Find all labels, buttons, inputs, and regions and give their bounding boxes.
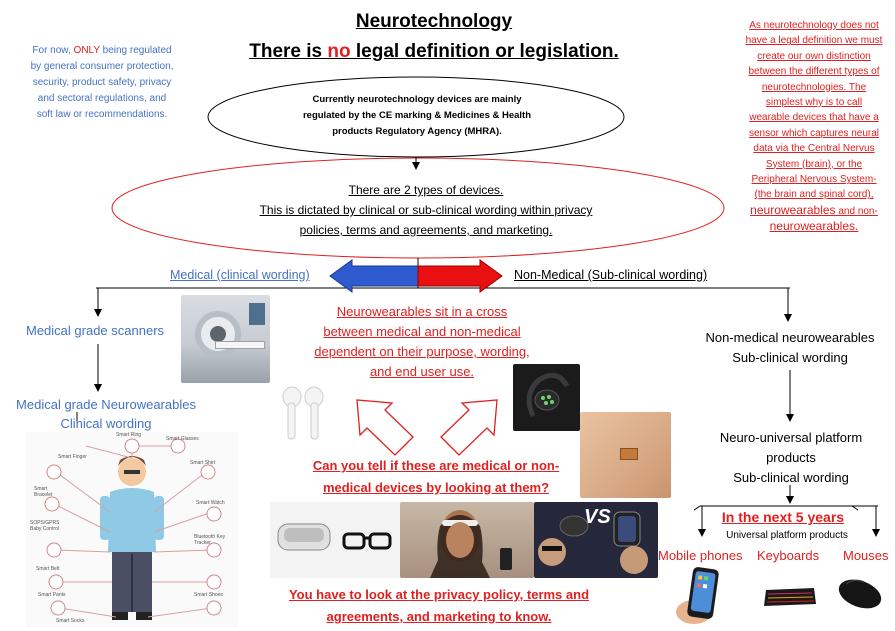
medical-scanners-label: Medical grade scanners — [26, 323, 165, 338]
smart-socks-label: Smart Socks — [56, 618, 85, 624]
smart-belt-label: Smart Belt — [36, 566, 60, 572]
smart-bracelet-label: Smart Bracelet — [34, 486, 53, 498]
smart-shoes-label: Smart Shoes — [194, 592, 223, 598]
page-subtitle — [200, 41, 668, 63]
regulation-note — [30, 43, 174, 123]
medical-clinical-wording: Clinical wording — [60, 416, 152, 431]
comparison-image — [534, 502, 658, 578]
mri-console — [249, 303, 265, 325]
smart-shirt-label: Smart Shirt — [190, 460, 216, 466]
earbuds-image — [278, 385, 328, 443]
outline-arrow-right — [441, 400, 497, 455]
key-tracker-label: Bluetooth Key Tracker — [194, 534, 226, 546]
medical-neurowearables-label — [8, 395, 204, 433]
nonmed-sub: Sub-clinical wording — [732, 350, 848, 365]
five-years-label: In the next 5 years — [721, 509, 845, 525]
types-ellipse-text — [252, 180, 600, 240]
ear-device-image — [513, 364, 580, 431]
mri-scanner-image — [181, 295, 270, 383]
subtitle-no: no — [327, 41, 351, 62]
subtitle-pre: There is — [249, 41, 328, 62]
skin-patch-image — [580, 412, 671, 498]
vs-label: VS — [584, 506, 611, 528]
subtitle-post: legal definition or legislation. — [350, 41, 619, 62]
definition-note — [745, 18, 883, 236]
nonmedical-neurowearables-label — [672, 328, 895, 368]
definition-non: non- — [857, 205, 878, 217]
medical-branch-label: Medical (clinical wording) — [170, 268, 310, 282]
cross-text: Neurowearables sit in a cross between medical and non-medical dependent on their purpose, wording, and end user use. — [314, 304, 530, 379]
smart-pants-label: Smart Pants — [38, 592, 66, 598]
nonmedical-big-arrow — [418, 260, 502, 292]
types-line-1: There are 2 types of devices. — [348, 183, 504, 197]
definition-term2: neurowearables. — [769, 219, 859, 234]
medical-big-arrow — [330, 260, 418, 292]
nonmedical-branch-label: Non-Medical (Sub-clinical wording) — [514, 268, 708, 282]
platform-sub: Sub-clinical wording — [733, 470, 849, 485]
mri-bore — [210, 326, 226, 342]
keyboard-image — [762, 582, 818, 610]
headband-woman-image — [400, 502, 534, 578]
smart-devices-infographic — [26, 432, 238, 628]
types-line-2: This is dictated by clinical or sub-clinical wording within privacy policies, terms and agreements, and marketing. — [259, 203, 593, 237]
keyboards-label: Keyboards — [757, 548, 820, 563]
smart-watch-label: Smart Watch — [196, 500, 225, 506]
mouses-label: Mouses — [843, 548, 889, 563]
medical-neurowearables-title: Medical grade Neurowearables — [16, 397, 196, 412]
mouse-image — [834, 574, 884, 614]
vr-glasses-image — [270, 502, 400, 578]
definition-and: and — [835, 205, 858, 217]
nonmed-title: Non-medical neurowearables — [705, 330, 875, 345]
page-title: Neurotechnology — [355, 11, 513, 32]
fan-stub-1 — [694, 506, 700, 510]
mobile-phone-image — [672, 566, 728, 626]
platform-title: Neuro-universal platform products — [719, 430, 863, 465]
mobile-phones-label: Mobile phones — [658, 548, 743, 563]
definition-body: As neurotechnology does not have a legal definition we must create our own distinction between the different types of neurotechnologies. The simplest why is to call wearable devices that have a sensor which captures neural data via the Central Nervus System (brain), or the Peripheral Nervous System- (the brain and spinal cord), — [745, 20, 883, 201]
universal-products-label: Universal platform products — [726, 530, 848, 541]
smart-finger-label: Smart Finger — [58, 454, 87, 460]
note-pre: For now, — [32, 45, 74, 56]
patch-chip — [620, 448, 638, 460]
platform-products-label — [700, 428, 882, 488]
note-post: being regulated by general consumer protection, security, product safety, privacy and sectoral regulations, and soft law or recommendations. — [30, 45, 174, 120]
smart-ring-label: Smart Ring — [116, 432, 142, 438]
question-text: Can you tell if these are medical or non-medical devices by looking at them? — [312, 458, 560, 495]
smart-glasses-label: Smart Glasses — [166, 436, 199, 442]
mri-bed — [215, 341, 265, 349]
definition-term1: neurowearables — [750, 202, 836, 217]
note-only: ONLY — [73, 45, 100, 56]
answer-text: You have to look at the privacy policy, terms and agreements, and marketing to know. — [288, 587, 590, 624]
outline-arrow-left — [357, 400, 413, 455]
top-ellipse-text: Currently neurotechnology devices are mainly regulated by the CE marking & Medicines & Health products Regulatory Agency (MHRA). — [302, 94, 532, 137]
baby-control-label: SOPS/GPRS Baby Control — [30, 520, 60, 532]
